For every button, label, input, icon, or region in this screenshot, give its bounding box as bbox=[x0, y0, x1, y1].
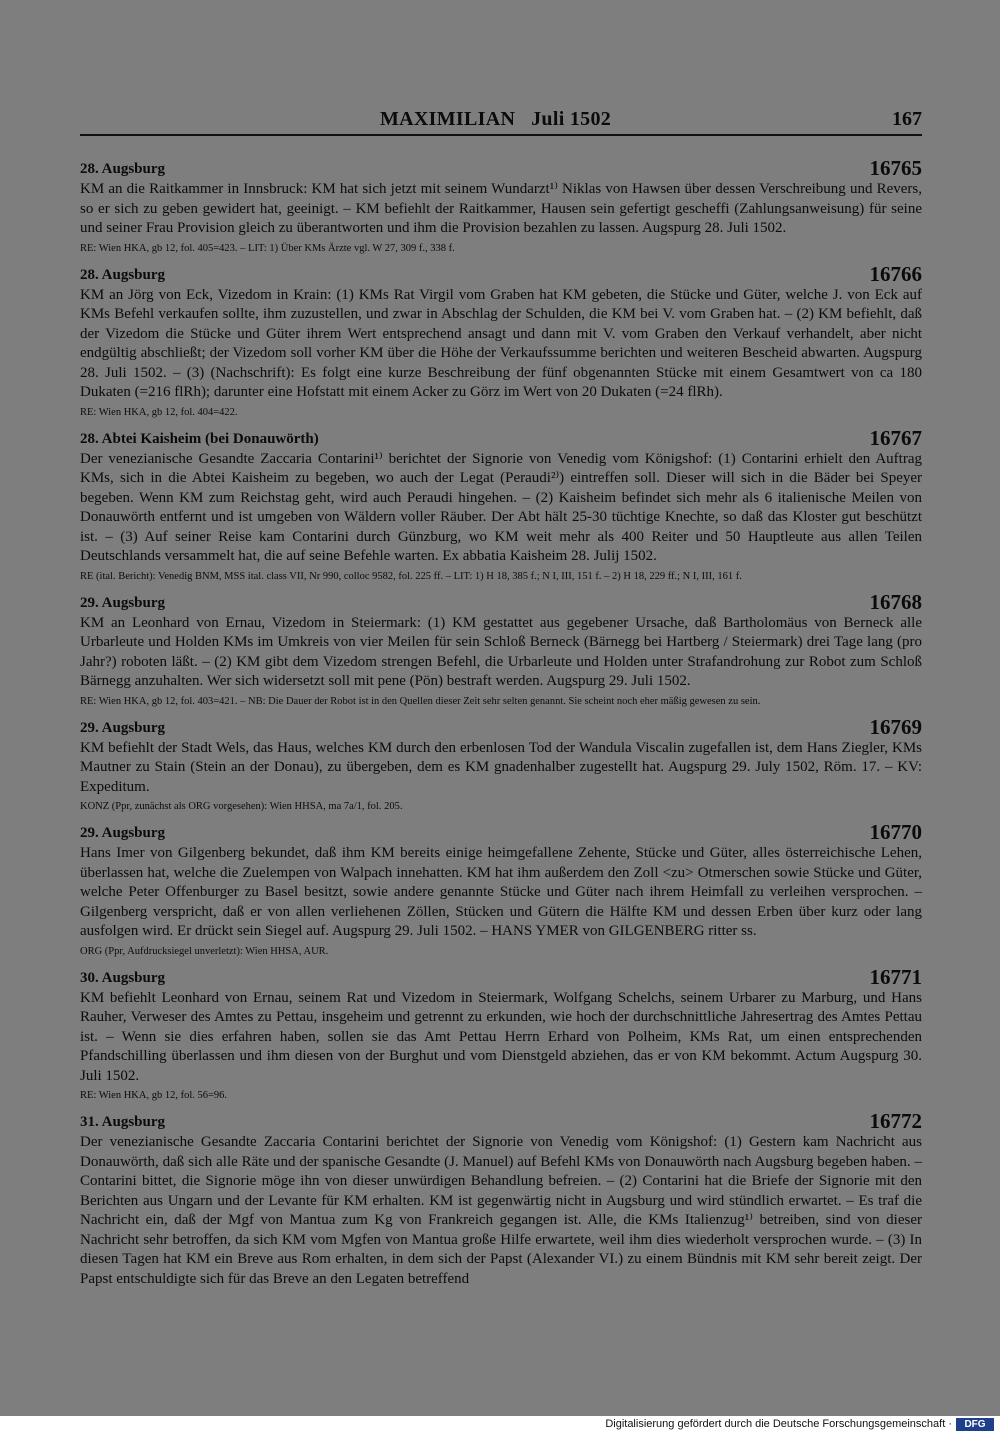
entry-number: 16766 bbox=[869, 261, 922, 286]
entry-date: 28. Abtei Kaisheim (bei Donauwörth) bbox=[80, 430, 319, 447]
running-header bbox=[80, 108, 922, 134]
entry-16771 bbox=[80, 964, 922, 1104]
footer-credit: Digitalisierung gefördert durch die Deutsche Forschungsgemeinschaft · bbox=[605, 1418, 952, 1430]
entry-date: 29. Augsburg bbox=[80, 825, 166, 841]
entry-16770 bbox=[80, 822, 922, 959]
entry-reference: RE: Wien HKA, gb 12, fol. 403=421. – NB: Die Dauer der Robot ist in den Quellen dieser Zeit sehr selten genannt. Sie scheint noch eher mäßig gewesen zu sein. bbox=[80, 695, 761, 707]
entry-text: KM befiehlt der Stadt Wels, das Haus, welches KM durch den erbenlosen Tod der Wandula Viscalin zugefallen ist, dem Hans Ziegler, KMs Mautner zu Stain (Stein an der Donau), zu übergeben, dem es KM gnadenhalber zugestellt hat. Augspurg 29. July 1502, Röm. 17. – KV: Expeditum. bbox=[80, 739, 922, 795]
entry-16765 bbox=[80, 158, 922, 256]
entry-text: KM befiehlt Leonhard von Ernau, seinem Rat und Vizedom in Steiermark, Wolfgang Schelchs, seinem Urbarer zu Marburg, und Hans Rauher, Verweser des Amtes zu Pettau, insgeheim und getrennt zu erkunden, wie hoch der durchschnittliche Jahresertrag des Amtes Pettau ist. – Wenn sie dies erfahren haben, sollen sie das Amt Pettau Herrn Erhard von Polheim, KMs Rat, um einen entsprechenden Pfandschilling überlassen und ihm diesen von der Burghut und vom Dienstgeld abziehen, das er von KM bekommt. Actum Augspurg 30. Juli 1502. bbox=[80, 989, 922, 1084]
entry-date: 31. Augsburg bbox=[80, 1114, 166, 1130]
entry-16767 bbox=[80, 425, 922, 584]
entry-text: Der venezianische Gesandte Zaccaria Contarini berichtet der Signorie von Venedig vom Königshof: (1) Gestern kam Nachricht aus Donauwörth, daß sich alle Räte und der spanische Gesandte (J. Manuel) auf Befehl KMs von Donauwörth nach Augsburg begeben haben. – Contarini bittet, die Signorie möge ihn von dieser unwürdigen Behandlung befreien. – (2) Contarini hat die Briefe der Signorie mit den Berichten aus Ungarn und der Levante für KM erhalten. KM ist gegenwärtig nicht in Augsburg und wird stündlich erwartet. – Es traf die Nachricht ein, daß der Mgf von Mantua zum Kg von Frankreich gegangen ist. Alle, die KMs Italienzug¹⁾ betreiben, sind von dieser Nachricht sehr betroffen, da sich KM vom Mgfen von Mantua große Hilfe erwartete, weil ihm dies wiederholt versprochen wurde. – (3) In diesen Tagen hat KM ein Breve aus Rom erhalten, in dem sich der Papst (Alexander VI.) zu einem Bündnis mit KM sehr bereit zeigt. Der Papst entschuldigte sich für das Breve an den Legaten betreffend bbox=[80, 1134, 922, 1287]
digitization-footer bbox=[0, 1416, 1000, 1434]
entry-text: KM an Jörg von Eck, Vizedom in Krain: (1) KMs Rat Virgil vom Graben hat KM gebeten, die Stücke und Güter, welche J. von Eck auf KMs Befehl verkaufen sollte, ihm zuzustellen, und zwar in Abschlag der Schulden, die KM bei V. vom Graben hat. – (2) KM befiehlt, daß der Vizedom die Stücke und Güter ihrem Wert entsprechend ansagt und dann mit V. vom Graben den Verkauf verhandelt, aber nicht endgültig abschließt; der Vizedom soll vorher KM über die Höhe der Verkaufssumme berichten und weiteren Bescheid abwarten. Augspurg 28. Juli 1502. – (3) (Nachschrift): Es folgt eine kurze Beschreibung der fünf obgenannten Stücke mit einem Gesamtwert von ca 180 Dukaten (=216 flRh); darunter eine Hofstatt mit einem Acker zu Görz im Wert von 20 Dukaten (=24 flRh). bbox=[80, 286, 922, 400]
entry-number: 16768 bbox=[869, 589, 922, 614]
entry-reference: KONZ (Ppr, zunächst als ORG vorgesehen): Wien HHSA, ma 7a/1, fol. 205. bbox=[80, 801, 403, 812]
entry-reference: RE: Wien HKA, gb 12, fol. 404=422. bbox=[80, 406, 238, 418]
entry-text: KM an die Raitkammer in Innsbruck: KM hat sich jetzt mit seinem Wundarzt¹⁾ Niklas von Hawsen über dessen Verschreibung und Revers, so er sich zu geben gewidert hat, geeinigt. – KM befiehlt der Raitkammer, Hausen sein gefertigt gescheffi (Zahlungsanweisung) für seine und seiner Frau Provision gleich zu überantworten und ihm die Provision bezahlen zu lassen. Augspurg 28. Juli 1502. bbox=[80, 181, 922, 236]
entry-number: 16769 bbox=[869, 714, 922, 739]
entry-16766 bbox=[80, 261, 922, 420]
page-number: 167 bbox=[892, 108, 922, 130]
entry-date: 29. Augsburg bbox=[80, 594, 166, 611]
entry-date: 28. Augsburg bbox=[80, 161, 166, 177]
entry-reference: RE (ital. Bericht): Venedig BNM, MSS ital. class VII, Nr 990, colloc 9582, fol. 225 ff. – LIT: 1) H 18, 385 f.; N I, III, 151 f. – 2) H 18, 229 ff.; N I, III, 161 f. bbox=[80, 570, 742, 582]
entries-list bbox=[80, 158, 922, 1297]
entry-16769 bbox=[80, 714, 922, 815]
entry-reference: ORG (Ppr, Aufdrucksiegel unverletzt): Wien HHSA, AUR. bbox=[80, 945, 329, 957]
page-title: MAXIMILIAN Juli 1502 bbox=[380, 108, 612, 130]
entry-number: 16765 bbox=[869, 156, 922, 180]
entry-text: Hans Imer von Gilgenberg bekundet, daß ihm KM bereits einige heimgefallene Zehente, Stücke und Güter, alles österreichische Lehen, überlassen hat, welche die Zuelempen von Walpach innehatten. KM hat ihm außerdem den Zoll <zu> Otmerschen sowie Stücke und Güter, welche Peter Offenburger zu Basel besitzt, sowie andere genannte Stücke und Güter nach ihrem Heimfall zu verleihen versprochen. – Gilgenberg verspricht, daß er von allen verliehenen Zöllen, Stücken und Gütern die Hälfte KM und dessen Erben über kurz oder lang ausfolgen wird. Er drückt sein Siegel auf. Augspurg 29. Juli 1502. – HANS YMER von GILGENBERG ritter ss. bbox=[80, 845, 922, 939]
dfg-logo: DFG bbox=[956, 1418, 994, 1431]
entry-date: 29. Augsburg bbox=[80, 719, 166, 736]
entry-16768 bbox=[80, 589, 922, 709]
entry-number: 16770 bbox=[869, 820, 922, 844]
header-rule bbox=[80, 134, 922, 136]
document-page bbox=[80, 0, 922, 1415]
entry-16772 bbox=[80, 1111, 922, 1289]
entry-number: 16771 bbox=[869, 964, 922, 989]
entry-text: KM an Leonhard von Ernau, Vizedom in Steiermark: (1) KM gestattet aus gegebener Ursache, daß Bartholomäus von Berneck alle Urbarleute und Holden KMs im Umkreis von vier Meilen für sein Schloß Berneck (Bärnegg bei Hartberg / Steiermark) drei Tage lang (pro Jahr?) roboten läßt. – (2) KM gibt dem Vizedom strengen Befehl, die Urbarleute und Holden unter Strafandrohung zur Robot zum Schloß Bärnegg anzuhalten. Wer sich widersetzt soll mit pene (Pön) bestraft werden. Augspurg 29. Juli 1502. bbox=[80, 614, 922, 689]
entry-number: 16772 bbox=[869, 1109, 922, 1133]
entry-number: 16767 bbox=[869, 425, 922, 450]
entry-date: 30. Augsburg bbox=[80, 969, 166, 986]
entry-reference: RE: Wien HKA, gb 12, fol. 405=423. – LIT: 1) Über KMs Ärzte vgl. W 27, 309 f., 338 f. bbox=[80, 242, 455, 254]
entry-text: Der venezianische Gesandte Zaccaria Contarini¹⁾ berichtet der Signorie von Venedig vom Königshof: (1) Contarini erhielt den Auftrag KMs, sich in die Abtei Kaisheim zu begeben, wo auch der Legat (Peraudi²⁾) eintreffen soll. Dieser will sich in die Bäder bei Speyer begeben. Wenn KM zum Reichstag geht, wird auch Peraudi hingehen. – (2) Kaisheim befindet sich mehr als 6 italienische Meilen von Donauwörth entfernt und ist umgeben von Wäldern voller Räuber. Der Abt hält 25-30 tüchtige Knechte, so daß das Kloster gut beschützt ist. – (3) Auf seiner Reise kam Contarini durch Günzburg, wo KM weit mehr als 400 Reiter und 50 Hauptleute aus allen Teilen Deutschlands versammelt hat, die auf seine Befehle warten. Ex abbatia Kaisheim 28. Julij 1502. bbox=[80, 450, 922, 564]
entry-date: 28. Augsburg bbox=[80, 266, 166, 283]
entry-reference: RE: Wien HKA, gb 12, fol. 56=96. bbox=[80, 1090, 228, 1101]
